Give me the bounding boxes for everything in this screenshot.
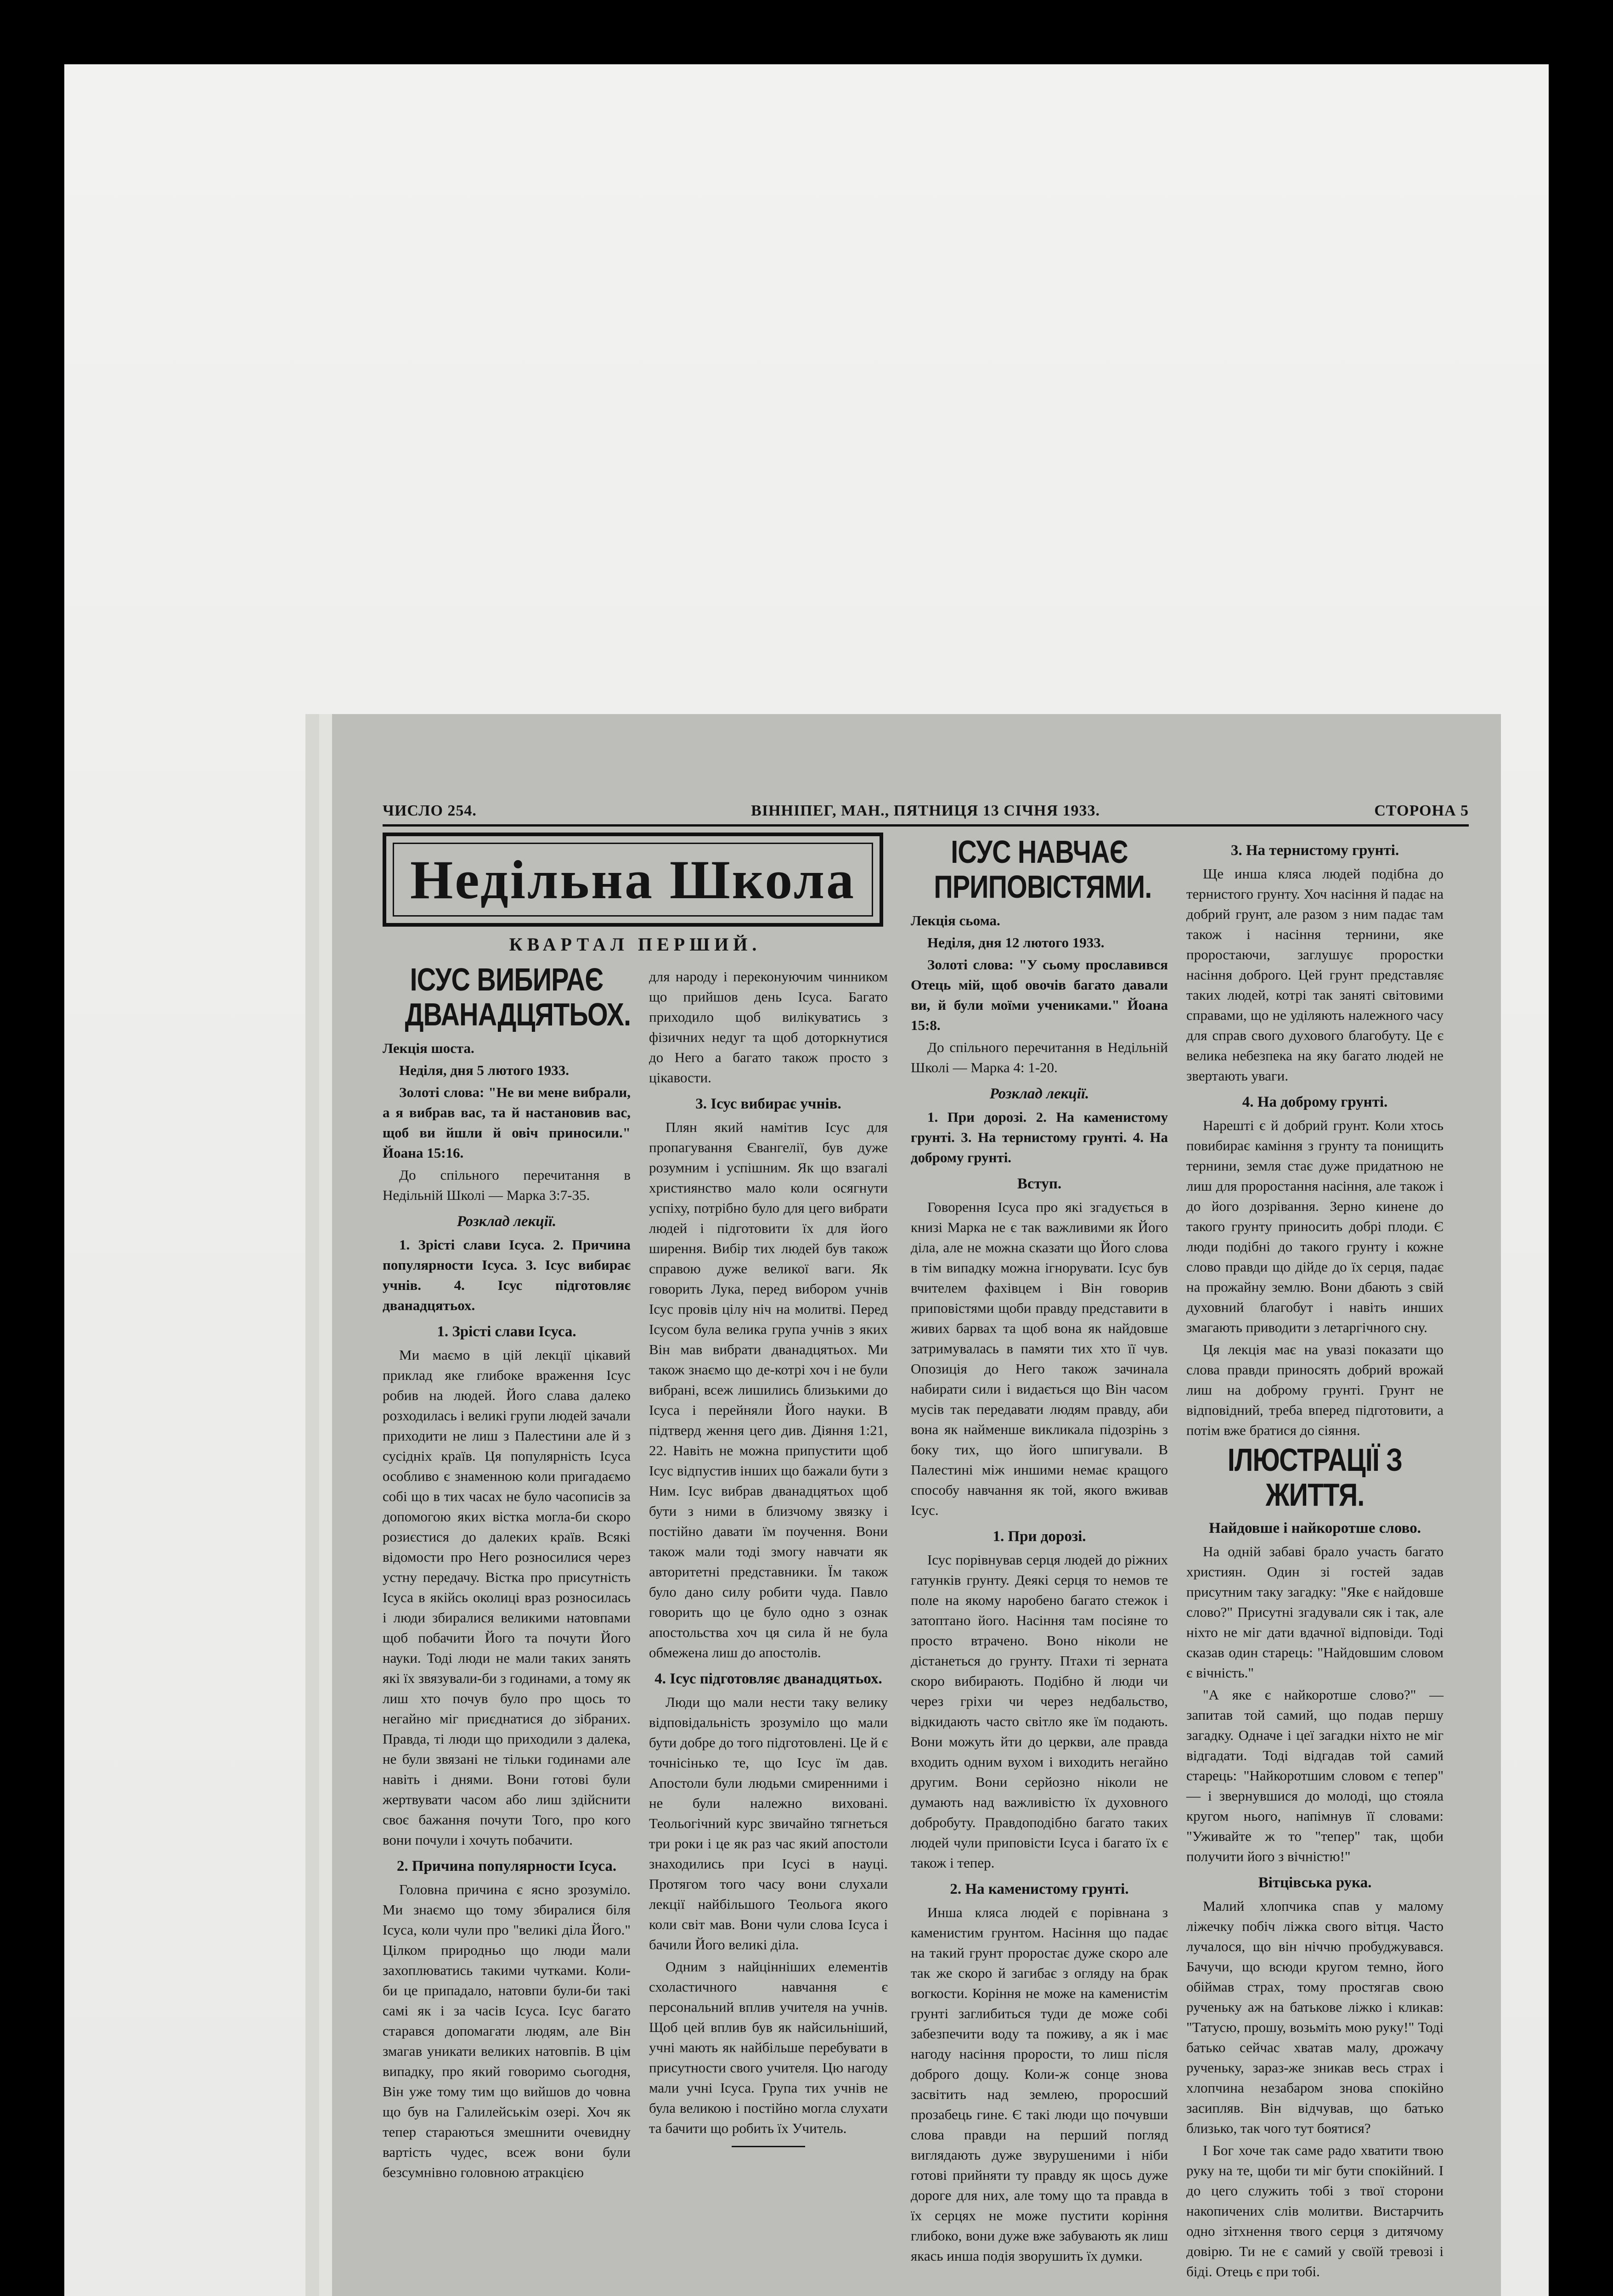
article2-intro-heading: Вступ.: [1017, 1176, 1062, 1192]
article2-outline: 1. При дорозі. 2. На каменистому грунті. 3. На тернистому грунті. 4. На доброму грунті.: [911, 1109, 1168, 1165]
page-header: [383, 797, 1469, 820]
article1-s1: Ми маємо в цій лекції цікавий приклад яке глибоке враження Ісус робив на людей. Його слава далеко розходилась і великі групи людей зачали приходити не лиш з Палестини але й з сусідніх країв. Ця популярність Ісуса особливо є знаменною коли пригадаємо собі що в тих часах не було часописів за допомогою яких вістка могла-би скоро розиєстися до далеких країв. Всякі відомости про Него розносилися через устну передачу. Вістка про присутність Ісуса в якійсь околиці враз розносилась і люди збиралися великими натовпами щоб побачити Його та почути Його науки. Тоді люди не мали таких занять які їх звязували-би з годинами, а тому як лиш хто почув було про щось то негайно міг приєднатися до зібраних. Правда, ті люди що приходили з далека, не були звязані не тільки годинами але навіть і днями. Вони готові були жертвувати часом або лиш здійснити своє бажання почути Того, про кого вони почули і хочуть побачити.: [383, 1347, 631, 1848]
column-4: [1186, 834, 1444, 2284]
article2-s2: Инша кляса людей є порівнана з каменистим грунтом. Насіння що падає на такий грунт проростає дуже скоро але так же скоро й загибає з огляду на брак вогкости. Коріння не може на каменистім грунті заглибиться туди де може собі забезпечити воду та поживу, а як і має нагоду насіння прорости, то лиш після доброго дощу. Коли-ж сонце знова засвітить над землею, проросший прозабець гине. Є такі люди що почувши слова правди на перший погляд виглядають дуже звурушеними і ніби готові прийняти ту правду як щось дуже дороге для них, але тому що та правда в їх серцях не може пустити коріння глибоко, вони дуже вже забувають як лиш якась инша подія зворушить їх думки.: [911, 1904, 1168, 2264]
column-1: [383, 962, 631, 2184]
article2-golden: Золоті слова: "У сьому прославився Отець мій, щоб овочів багато давали ви, й були моїми учениками." Йоана 15:8.: [911, 957, 1168, 1033]
article1-date: Неділя, дня 5 лютого 1933.: [399, 1062, 570, 1078]
masthead: Недільна Школа: [383, 833, 883, 927]
article2-lesson: Лекція сьома.: [911, 912, 1000, 929]
article2-reading: До спільного перечитання в Недільній Школі — Марка 4: 1-20.: [911, 1039, 1168, 1075]
article1-s3: Плян який намітив Ісус для пропагування Євангелії, був дуже розумним і успішним. Як що взагалі християнство мало коли осягнути успіху, потрібно було для цего вибрати людей і підготовити їх для його ширення. Вибір тих людей був також справою дуже великої ваги. Як говорить Лука, перед вибором учнів Ісус провів цілу ніч на молитві. Перед Ісусом була велика група учнів з яких Він мав вибрати дванадцятьох. Ми також знаємо що де-котрі хоч і не були вибрані, всеж лишились близькими до Ісуса і перейняли Його науки. В підтверд ження цего див. Діяння 1:21, 22. Навіть не можна припустити щоб Ісус відпустив інших що бажали бути з Ним. Ісус вибрав дванадцятьох щоб бути з ними в близчому звязку і постійно давати їм поучення. Вони також мали тоді змогу навчати як авторитетні представники. Їм також було дано силу робити чуда. Павло говорить що це було одно з ознак апостольства хоч ця сила й не була обмежена лиш до апостолів.: [649, 1119, 888, 1660]
ill2-heading: Вітцівська рука.: [1258, 1874, 1372, 1891]
film-background: [64, 64, 1549, 2296]
article1-s2: Головна причина є ясно зрозуміло. Ми знаємо що тому збиралися біля Ісуса, коли чули про "великі діла Його." Цілком природньо що люди мали захоплюватись такими чутками. Коли-би це припадало, натовпи були-би такі самі як і за часів Ісуса. Ісус багато старався допомагати людям, але Він змагав уникати великих натовпів. В цім випадку, про який говоримо сьогодня, Він уже тому тим що вийшов до човна що був на Галилейськім озері. Хоч як тепер стараються змешнити очевидну вартість чудес, всеж вони були безсумнівно головною атракцією: [383, 1881, 631, 2180]
ill1-heading: Найдовше і найкоротше слово.: [1209, 1520, 1421, 1536]
illustrations-title: ІЛЮСТРАЦІЇ З ЖИТТЯ.: [1227, 1442, 1403, 1513]
article1-reading: До спільного перечитання в Недільній Школі — Марка 3:7-35.: [383, 1167, 631, 1203]
article1-s3-heading: 3. Ісус вибирає учнів.: [695, 1096, 841, 1112]
ill1-text-b: "А яке є найкоротше слово?" — запитав той самий, що подав першу загадку. Одначе і цеї загадки ніхто не міг відгадати. Тоді відгадав той самий старець: "Найкоротшим словом є тепер" — і звернувшися до молоді, що стояла кругом нього, напімнув її словами: "Уживайте ж то "тепер" так, щоби получити його з вічністю!": [1186, 1687, 1444, 1864]
ill2-text: Малий хлопчика спав у малому ліжечку побіч ліжка свого вітця. Часто лучалося, що він ніччю пробуджувався. Бачучи, що всюди кругом темно, його обіймав страх, тому простягав свою рученьку аж на батькове ліжко і кликав: "Татусю, прошу, возьміть мою руку!" Тоді батько сейчас хватав малу, дрожачу рученьку, зараз-же зникав весь страх і хлопчина незабаром знова спокійно засипляв. Він відчував, що батько близько, так чого тут боятися?: [1186, 1898, 1444, 2136]
article1-title: ІСУС ВИБИРАЄ ДВАНАДЦЯТЬОХ.: [405, 962, 631, 1032]
article2-title: ІСУС НАВЧАЄ ПРИПОВІСТЯМИ.: [934, 834, 1152, 905]
article1-continuation: для народу і переконуючим чинником що прийшов день Ісуса. Багато приходило щоб вилікуватись з фізичних недуг та щоб доторкнутися до Него а багато також просто з цікавости.: [649, 968, 888, 1086]
article2-s1: Ісус порівнував серця людей до ріжних гатунків грунту. Деякі серця то немов те поле на якому наробено багато стежок і затоптано його. Насіння там посіяне то просто втрачено. Воно ніколи не дістанеться до грунту. Птахи ті зерната скоро вибирають. Подібно й люди чи через гріхи чи через недбальство, відкидають часто світло яке їм подають. Вони можуть йти до церкви, але правда входить одним вухом і виходить негайно другим. Вони серйозно ніколи не думають над важливістю їх духовного добробуту. Правдоподібно багато таких людей чули приповісти Ісуса і багато їх є також і тепер.: [911, 1552, 1168, 1871]
article2-date: Неділя, дня 12 лютого 1933.: [927, 934, 1105, 951]
quarter-heading: КВАРТАЛ ПЕРШИЙ.: [509, 934, 761, 955]
article1-outline-heading: Розклад лекції.: [457, 1213, 557, 1230]
article1-s4b: Одним з найцінніших елементів схоластичного навчання є персональний вплив учителя на учнів. Щоб цей вплив був як найсильніший, учні мають як найбільше перебувати в присутности свого учителя. Цю нагоду мали учні Ісуса. Група тих учнів не була великою і постійно могла слухати та бачити що робить їх Учитель.: [649, 1958, 888, 2136]
page-number: СТОРОНА 5: [1374, 802, 1469, 819]
article2-s2-heading: 2. На каменистому грунті.: [950, 1881, 1129, 1897]
article1-golden: Золоті слова: "Не ви мене вибрали, а я вибрав вас, та й настановив вас, щоб ви йшли й овіч приносили." Йоана 15:16.: [383, 1084, 631, 1161]
article2-s1-heading: 1. При дорозі.: [993, 1528, 1086, 1545]
article1-s4: Люди що мали нести таку велику відповідальність зрозуміло що мали бути добре до того підготовлені. Це й є точнісінько те, що Ісус їм дав. Апостоли були людьми смиренними і не були належно виховані. Теольогічний курс звичайно тягнеться три роки і це як раз час який апостоли знаходились при Ісусі в науці. Протягом того часу вони слухали лекції найбільшого Теольога якого коли світ мав. Вони чули слова Ісуса і бачили Його великі діла.: [649, 1694, 888, 1953]
article2-intro: Говорення Ісуса про які згадується в книзі Марка не є так важливими як Його діла, але не можна сказати що Його слова в тім випадку можна ігнорувати. Ісус був вчителем фахівцем і Він говорив приповістями щоби правду представити в живих барвах та щоб вона як найдовше затримувалась в памяти тих хто її чув. Опозиція до Него також зачинала набирати сили і видається що Він часом мусів так передавати людям правду, аби вона як найменше викликала підозрінь з боку тих, що його шпигували. В Палестині між иншими немає кращого способу навчання як той, якого вживав Ісус.: [911, 1199, 1168, 1518]
article1-s4-heading: 4. Ісус підготовляє дванадцятьох.: [654, 1671, 882, 1687]
article1-s2-heading: 2. Причина популярности Ісуса.: [396, 1858, 617, 1874]
end-rule: [732, 2146, 805, 2147]
article2-outline-heading: Розклад лекції.: [989, 1086, 1089, 1102]
article1-outline: 1. Зрісті слави Ісуса. 2. Причина популярности Ісуса. 3. Ісус вибирає учнів. 4. Ісус підготовляє дванадцятьох.: [383, 1237, 631, 1313]
article2-s3: Ще инша кляса людей подібна до тернистого грунту. Хоч насіння й падає на добрий грунт, але разом з ним падає там також і насіння тернини, яке проростаючи, заглушує проростки насіння доброго. Цей грунт представляє таких людей, котрі так заняті світовими справами, що не уділяють належного часу для справ свого духового благобуту. Це є велика небезпека на яку багато людей не звертають уваги.: [1186, 866, 1444, 1084]
article2-s4-heading: 4. На доброму грунті.: [1242, 1094, 1388, 1110]
article2-s4: Нарешті є й добрий грунт. Коли хтось повибирає каміння з грунту та понищить тернини, земля стає дуже придатною не лиш для проростання насіння, але також і до його дозрівання. Зерно кинене до такого грунту приносить добрі плоди. Є люди подібні до такого грунту і кожне слово правди що дійде до їх серця, падає на прожайну землю. Вони дбають з свій духовний благобут і навіть инших змагають приводити з летаргічного сну.: [1186, 1117, 1444, 1335]
ill2-text-b: І Бог хоче так саме радо хватити твою руку на те, щоби ти міг бути спокійний. І до цего служить тобі з твої сторони накопичених слів молитви. Вистарчить одно зітхнення твого серця з дитячому довірю. Ти не є самий у своїй тревозі і біді. Отець є при тобі.: [1186, 2142, 1444, 2279]
article1-lesson: Лекція шоста.: [383, 1040, 474, 1056]
article2-s4b: Ця лекція має на увазі показати що слова правди приносять добрий врожай лиш на доброму грунті. Грунт не відповідний, треба вперед підготовити, а потім вже братися до сіяння.: [1186, 1341, 1444, 1438]
column-2: [649, 967, 888, 2155]
article2-s3-heading: 3. На тернистому грунті.: [1230, 842, 1399, 859]
dateline: ВІННІПЕГ, МАН., ПЯТНИЦЯ 13 СІЧНЯ 1933.: [751, 802, 1100, 819]
article1-s1-heading: 1. Зрісті слави Ісуса.: [437, 1323, 576, 1340]
header-rule: [383, 824, 1469, 827]
ill1-text: На одній забаві брало участь багато християн. Один зі гостей задав присутним таку загадку: "Яке є найдовше слово?" Присутні згадували сяк і так, але ніхто не міг дати вдачної відповіди. Тоді сказав один старець: "Найдовшим словом є вічність.": [1186, 1543, 1444, 1681]
newspaper-page: [319, 714, 1501, 2296]
issue-number: ЧИСЛО 254.: [383, 802, 477, 819]
column-3: [911, 834, 1168, 2268]
